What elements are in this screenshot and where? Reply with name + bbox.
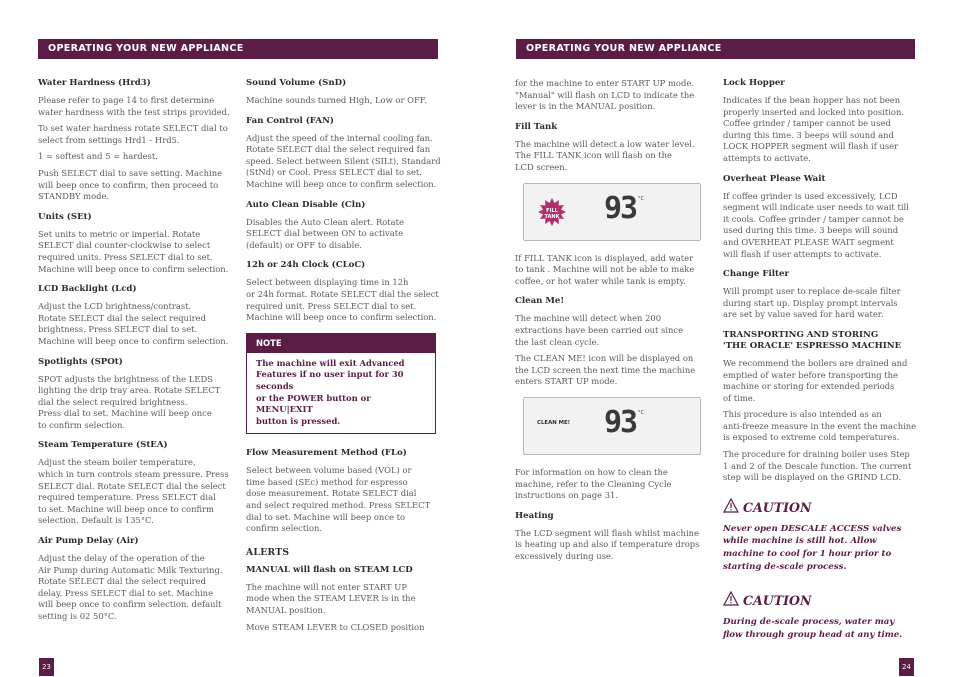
fill-tank-title: Fill Tank [515, 121, 558, 132]
section-text: The machine will not enter START UP mode when the STEAM LEVER is in the MANUAL position. [246, 581, 416, 616]
startup-continued-text: for the machine to enter START UP mode. "Manual" will flash on LCD to indicate the lever is in the MANUAL position. [515, 78, 695, 112]
section-title: LCD Backlight (Lcd) [38, 284, 137, 295]
section [38, 357, 238, 432]
section [246, 78, 446, 107]
section [38, 284, 238, 347]
section-title: Change Filter [723, 269, 789, 280]
section-title: MANUAL will flash on STEAM LCD [246, 564, 413, 575]
left-column-2 [246, 78, 446, 642]
clean-me-after-text: For information on how to clean the machine, refer to the Cleaning Cycle instructions on page 31. [515, 466, 672, 501]
right-column-2 [723, 78, 923, 641]
section-title: Air Pump Delay (Air) [38, 536, 139, 547]
section-title: Units (SEt) [38, 211, 92, 222]
section [723, 78, 923, 165]
section-title: Sound Volume (SnD) [246, 78, 347, 88]
fill-tank-section [515, 122, 715, 174]
section-title: Fan Control (FAN) [246, 115, 334, 126]
caution-title-1: CAUTION [743, 499, 812, 515]
section-text: Adjust the speed of the internal cooling fan. Rotate SELECT dial the select required fan speed. Select between Silent (SILt), Standard (StNd) or Cool. Press SELECT dial to set. Machine will beep once to confirm selection. [246, 132, 441, 189]
section [246, 565, 446, 633]
heating-section [515, 511, 715, 563]
section-text: Adjust the delay of the operation of the Air Pump during Automatic Milk Texturing. Rotate SELECT dial the select required delay. Press SELECT dial to set. Machine will beep once to confirm selection. default setting is 02 50°C. [38, 553, 223, 621]
section-text: Select between volume based (VOL) or time based (SEc) method for espresso dose measurement. Rotate SELECT dial and select required method. Press SELECT dial to set. Machine will beep once to confirm selection. [246, 465, 431, 534]
fill-tank-lcd-label: FILL TANK [544, 207, 560, 220]
section-text: Disables the Auto Clean alert. Rotate SELECT dial between ON to activate (default) or OFF to disable. [246, 216, 404, 250]
section-title: Overheat Please Wait [723, 173, 826, 184]
section-title: Spotlights (SPOt) [38, 356, 123, 367]
left-header-bar [38, 39, 438, 59]
transport-heading: TRANSPORTING AND STORING 'THE ORACLE' ESPRESSO MACHINE [723, 329, 902, 351]
page-number-right: 24 [899, 658, 914, 676]
starburst-icon [538, 198, 566, 226]
section-text: Will prompt user to replace de-scale filter during start up. Display prompt intervals are set by value saved for hard water. [723, 286, 901, 320]
section-title: 12h or 24h Clock (CLoC) [246, 260, 366, 271]
lcd-temperature-unit: °C [638, 195, 644, 202]
caution-title-2: CAUTION [743, 593, 812, 609]
left-column-1 [38, 78, 238, 632]
clean-me-lcd-label: CLEAN ME! [537, 419, 571, 426]
right-column-1 [515, 78, 715, 571]
section-text: Move STEAM LEVER to CLOSED position [246, 621, 425, 632]
warning-triangle-icon [723, 591, 739, 610]
fill-tank-after-text: If FILL TANK icon is displayed, add water to tank . Machine will not be able to make coffee, or hot water while tank is empty. [515, 252, 695, 286]
warning-triangle-icon [723, 498, 739, 517]
section-title: Flow Measurement Method (FLo) [246, 448, 407, 459]
section-text: Set units to metric or imperial. Rotate SELECT dial counter-clockwise to select required units. Press SELECT dial to set. Machine will beep once to confirm selection. [38, 228, 229, 274]
transport-text-1: We recommend the boilers are drained and emptied of water before transporting the machine or storing for extended periods of time. [723, 357, 908, 403]
section-text: Indicates if the bean hopper has not been properly inserted and locked into position. Coffee grinder / tamper cannot be used during this time. 3 beeps will sound and LOCK HOPPER segment will flash if user attempts to activate. [723, 95, 905, 163]
note-title: NOTE [247, 334, 435, 353]
section-text: Select between displaying time in 12h or 24h format. Rotate SELECT dial the select required unit. Press SELECT dial to set. Machine will beep once to confirm selection. [246, 277, 439, 323]
heating-title: Heating [515, 510, 554, 521]
section-title: Lock Hopper [723, 78, 785, 88]
section-text: Push SELECT dial to save setting. Machine will beep once to confirm, then proceed to STANDBY mode. [38, 167, 223, 202]
left-header-title: OPERATING YOUR NEW APPLIANCE [48, 43, 244, 54]
clean-me-text-1: The machine will detect when 200 extractions have been carried out since the last clean cycle. [515, 313, 684, 347]
caution-heading-1 [723, 498, 923, 517]
section-text: Adjust the LCD brightness/contrast. Rotate SELECT dial the select required brightness. Press SELECT dial to set. Machine will beep once to confirm selection. [38, 301, 229, 346]
section [723, 174, 923, 261]
section [38, 78, 238, 203]
fill-tank-text: The machine will detect a low water level. The FILL TANK icon will flash on the LCD screen. [515, 138, 695, 172]
lcd-clean-me-display [523, 397, 701, 455]
section-text: Machine sounds turned High, Low or OFF. [246, 95, 427, 105]
heating-text: The LCD segment will flash whilst machine is heating up and also if temperature drops excessively during use. [515, 527, 700, 561]
section-text: Adjust the steam boiler temperature, which in turn controls steam pressure. Press SELECT dial. Rotate SELECT dial the select required temperature. Press SELECT dial to set. Machine will beep once to confirm selection. Default is 135°C. [38, 457, 229, 526]
page-number-left: 23 [39, 658, 54, 676]
section-text: 1 = softest and 5 = hardest. [38, 151, 158, 162]
section-text: SPOT adjusts the brightness of the LEDS lighting the drip tray area. Rotate SELECT dial the select required brightness. Press dial to set. Machine will beep once to confirm selection. [38, 373, 221, 430]
note-text: The machine will exit Advanced Features if no user input for 30 seconds or the POWER button or MENU|EXIT button is pressed. [256, 357, 405, 426]
right-header-title: OPERATING YOUR NEW APPLIANCE [526, 43, 722, 54]
caution-text-1: Never open DESCALE ACCESS valves while machine is still hot. Allow machine to cool for 1 hour prior to starting de-scale process. [723, 523, 902, 572]
section-title: Auto Clean Disable (Cln) [246, 199, 366, 210]
section-text: Please refer to page 14 to first determine water hardness with the test strips provided. [38, 95, 230, 117]
caution-text-2: During de-scale process, water may flow through group head at any time. [723, 617, 903, 640]
note-box [246, 333, 436, 435]
section [38, 536, 238, 623]
section [246, 116, 446, 191]
lcd-temperature-unit-2: °C [638, 409, 644, 416]
section [38, 440, 238, 527]
section [38, 212, 238, 275]
section-title: Steam Temperature (StEA) [38, 440, 168, 451]
right-header-bar [516, 39, 915, 59]
alerts-heading: ALERTS [246, 546, 290, 558]
section-title: Water Hardness (Hrd3) [38, 78, 151, 88]
clean-me-text-2: The CLEAN ME! icon will be displayed on the LCD screen the next time the machine enters START UP mode. [515, 353, 696, 387]
transport-text-3: The procedure for draining boiler uses Step 1 and 2 of the Descale function. The current step will be displayed on the GRIND LCD. [723, 449, 912, 483]
section [246, 448, 446, 535]
lcd-temperature-value: 93 [604, 190, 637, 226]
section-text: To set water hardness rotate SELECT dial to select from settings Hrd1 - Hrd5. [38, 123, 228, 145]
caution-heading-2 [723, 591, 923, 610]
section [246, 260, 446, 323]
section [723, 269, 923, 321]
clean-me-title: Clean Me! [515, 296, 565, 307]
lcd-fill-tank-display [523, 183, 701, 241]
section-text: If coffee grinder is used excessively, LCD segment will indicate user needs to wait till it cools. Coffee grinder / tamper cannot be used during this time. 3 beeps will sound and OVERHEAT PLEASE WAIT segment will flash if user attempts to activate. [723, 190, 909, 259]
lcd-temperature-value-2: 93 [604, 404, 637, 440]
clean-me-section [515, 296, 715, 388]
transport-text-2: This procedure is also intended as an anti-freeze measure in the event the machine is exposed to extreme cold temperatures. [723, 409, 917, 443]
section [246, 200, 446, 252]
